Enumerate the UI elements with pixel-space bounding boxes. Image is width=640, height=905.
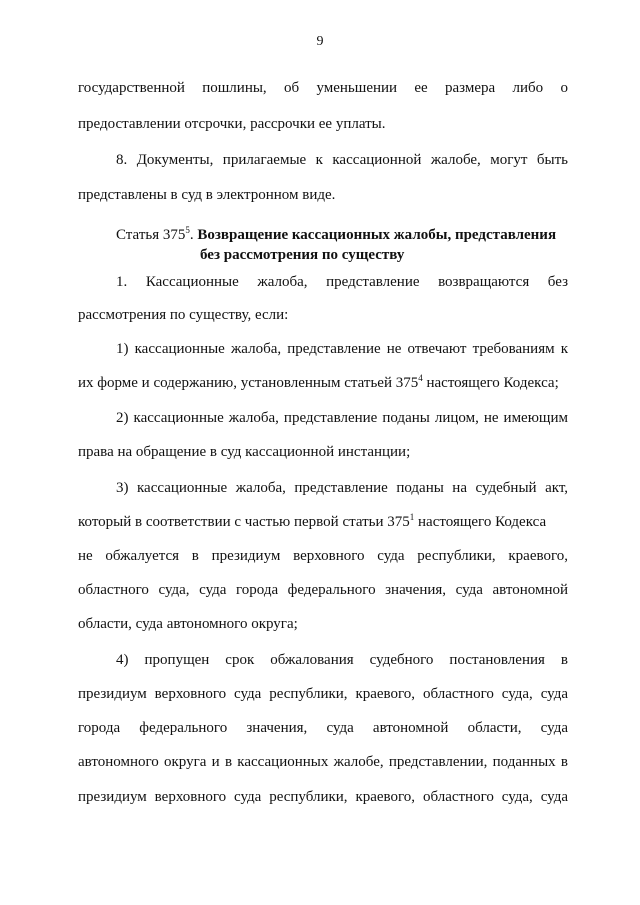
paragraph-1-line-1: государственной пошлины, об уменьшении ее размера либо о bbox=[78, 80, 568, 96]
article-title-line-2: без рассмотрения по существу bbox=[200, 247, 405, 263]
article-title-line-1: Возвращение кассационных жалобы, представления bbox=[197, 227, 557, 243]
item-3-line-3: не обжалуется в президиум верховного суда республики, краевого, bbox=[78, 548, 568, 564]
item-1-line-2 bbox=[78, 374, 568, 393]
item-4-line-3: города федерального значения, суда автономной области, суда bbox=[78, 720, 568, 736]
item-4-line-1: 4) пропущен срок обжалования судебного постановления в bbox=[116, 652, 568, 668]
paragraph-3-line-1: 1. Кассационные жалоба, представление возвращаются без bbox=[116, 274, 568, 290]
article-number: Статья 375 bbox=[116, 227, 186, 243]
article-number-sup: 5 bbox=[185, 225, 190, 235]
item-3-line-1: 3) кассационные жалоба, представление поданы на судебный акт, bbox=[116, 480, 568, 496]
item-3-line-5: области, суда автономного округа; bbox=[78, 616, 298, 632]
item-3-line-4: областного суда, суда города федерального значения, суда автономной bbox=[78, 582, 568, 598]
article-number-end: . bbox=[189, 227, 194, 243]
item-2-line-2: права на обращение в суд кассационной инстанции; bbox=[78, 444, 411, 460]
paragraph-2-line-1: 8. Документы, прилагаемые к кассационной жалобе, могут быть bbox=[116, 152, 568, 168]
item-3-line-2 bbox=[78, 513, 568, 532]
paragraph-1-line-2: предоставлении отсрочки, рассрочки ее уплаты. bbox=[78, 116, 386, 132]
page-number: 9 bbox=[316, 34, 324, 49]
article-heading bbox=[116, 227, 556, 244]
item-1-line-2-sup: 4 bbox=[418, 373, 423, 383]
item-4-line-4: автономного округа и в кассационных жалобе, представлении, поданных в bbox=[78, 754, 568, 770]
item-1-line-2-a: их форме и содержанию, установленным статьей 375 bbox=[78, 375, 419, 391]
item-4-line-2: президиум верховного суда республики, краевого, областного суда, суда bbox=[78, 686, 568, 702]
paragraph-2-line-2: представлены в суд в электронном виде. bbox=[78, 187, 336, 203]
item-3-line-2-b: настоящего Кодекса bbox=[414, 514, 547, 530]
item-4-line-5: президиум верховного суда республики, краевого, областного суда, суда bbox=[78, 789, 568, 805]
item-3-line-2-sup: 1 bbox=[409, 512, 415, 522]
item-2-line-1: 2) кассационные жалоба, представление поданы лицом, не имеющим bbox=[116, 410, 568, 426]
paragraph-3-line-2: рассмотрения по существу, если: bbox=[78, 307, 289, 323]
item-1-line-2-b: настоящего Кодекса; bbox=[422, 375, 559, 391]
item-3-line-2-a: который в соответствии с частью первой статьи 375 bbox=[78, 514, 410, 530]
item-1-line-1: 1) кассационные жалоба, представление не отвечают требованиям к bbox=[116, 341, 568, 357]
